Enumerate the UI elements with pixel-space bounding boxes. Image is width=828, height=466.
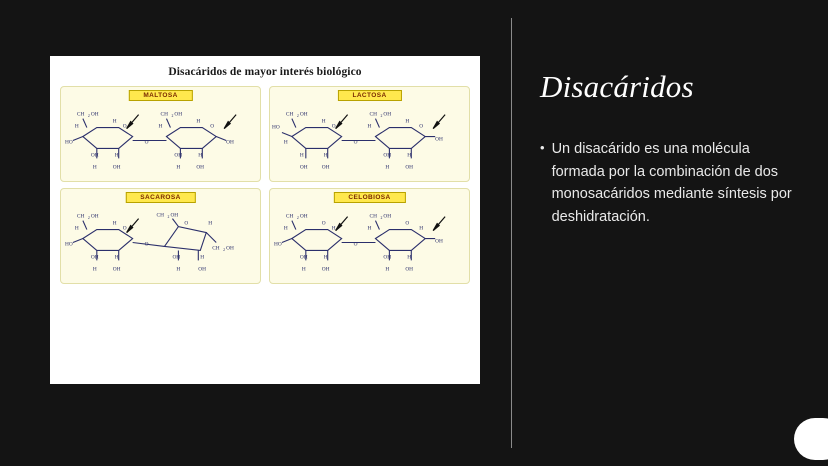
- svg-text:O: O: [210, 123, 215, 130]
- svg-text:H: H: [196, 118, 201, 125]
- svg-text:H: H: [385, 266, 390, 273]
- svg-text:H: H: [407, 254, 412, 261]
- svg-text:OH: OH: [405, 164, 414, 171]
- svg-text:H: H: [367, 225, 372, 232]
- svg-text:OH: OH: [170, 212, 179, 219]
- svg-text:H: H: [331, 225, 336, 232]
- svg-text:CH: CH: [160, 111, 168, 118]
- svg-text:H: H: [323, 152, 328, 159]
- svg-text:O: O: [353, 241, 358, 248]
- svg-text:H: H: [385, 164, 390, 171]
- svg-text:2: 2: [87, 114, 90, 119]
- svg-text:H: H: [74, 225, 79, 232]
- svg-text:OH: OH: [383, 111, 392, 118]
- svg-text:OH: OH: [435, 238, 443, 245]
- svg-text:OH: OH: [174, 152, 183, 159]
- svg-text:H: H: [419, 225, 424, 232]
- svg-text:O: O: [419, 123, 424, 130]
- svg-text:O: O: [184, 220, 189, 227]
- molecule-diagram-sacarosa: [61, 202, 260, 283]
- structure-panel-celobiosa: [269, 188, 470, 284]
- svg-text:H: H: [405, 118, 410, 125]
- sacarosa-svg: [61, 202, 260, 283]
- svg-text:OH: OH: [299, 164, 308, 171]
- svg-text:O: O: [144, 139, 149, 146]
- bullet-text: Un disacárido es una molécula formada por la combinación de dos monosacáridos mediante síntesis por deshidratación.: [551, 141, 792, 225]
- svg-text:H: H: [92, 164, 97, 171]
- svg-text:O: O: [144, 241, 149, 248]
- svg-text:OH: OH: [299, 111, 308, 118]
- svg-text:H: H: [114, 152, 119, 159]
- svg-text:CH: CH: [285, 213, 294, 220]
- svg-text:H: H: [92, 266, 97, 273]
- svg-text:H: H: [198, 152, 203, 159]
- svg-text:OH: OH: [226, 139, 234, 146]
- svg-text:2: 2: [380, 114, 383, 119]
- svg-text:H: H: [321, 118, 326, 125]
- molecule-diagram-lactosa: [270, 100, 469, 181]
- svg-text:HO: HO: [271, 124, 280, 131]
- svg-text:HO: HO: [64, 139, 73, 146]
- text-column: [540, 70, 802, 228]
- svg-text:OH: OH: [196, 164, 205, 171]
- svg-text:OH: OH: [435, 136, 443, 143]
- svg-text:OH: OH: [90, 254, 99, 261]
- svg-text:H: H: [283, 225, 288, 232]
- svg-text:OH: OH: [405, 266, 414, 273]
- svg-text:O: O: [331, 123, 336, 130]
- svg-text:OH: OH: [198, 266, 207, 273]
- svg-text:CH: CH: [369, 213, 377, 220]
- svg-text:CH: CH: [285, 111, 294, 118]
- svg-text:OH: OH: [112, 164, 121, 171]
- svg-text:OH: OH: [174, 111, 183, 118]
- list-item: [540, 138, 802, 228]
- svg-text:2: 2: [296, 216, 299, 221]
- corner-decoration-shape: [794, 418, 828, 460]
- svg-text:OH: OH: [172, 254, 181, 261]
- svg-text:OH: OH: [90, 213, 99, 220]
- svg-text:O: O: [353, 139, 358, 146]
- svg-text:OH: OH: [383, 213, 392, 220]
- page-title: Disacáridos: [540, 69, 694, 104]
- svg-text:H: H: [299, 152, 304, 159]
- svg-text:OH: OH: [321, 164, 330, 171]
- lactosa-svg: [270, 100, 469, 181]
- svg-text:O: O: [405, 220, 410, 227]
- panel-label-celobiosa: CELOBIOSA: [333, 192, 405, 203]
- panel-label-lactosa: LACTOSA: [337, 90, 401, 101]
- svg-text:H: H: [176, 164, 181, 171]
- svg-text:H: H: [74, 123, 79, 130]
- svg-text:OH: OH: [90, 111, 99, 118]
- svg-text:OH: OH: [299, 213, 308, 220]
- bullet-icon: •: [540, 140, 545, 156]
- svg-text:H: H: [112, 220, 117, 227]
- svg-text:OH: OH: [226, 245, 234, 252]
- svg-text:2: 2: [171, 114, 174, 119]
- panel-label-sacarosa: SACAROSA: [125, 192, 195, 203]
- panel-label-maltosa: MALTOSA: [128, 90, 192, 101]
- svg-text:CH: CH: [369, 111, 377, 118]
- svg-text:CH: CH: [212, 245, 220, 252]
- molecule-diagram-celobiosa: [270, 202, 469, 283]
- svg-text:H: H: [200, 254, 205, 261]
- figure-caption: Disacáridos de mayor interés biológico: [168, 66, 362, 78]
- svg-text:H: H: [367, 123, 372, 130]
- structure-panel-lactosa: [269, 86, 470, 182]
- svg-text:OH: OH: [90, 152, 99, 159]
- svg-text:CH: CH: [156, 212, 164, 219]
- svg-text:HO: HO: [64, 241, 73, 248]
- structure-panel-maltosa: [60, 86, 261, 182]
- svg-text:CH: CH: [76, 213, 85, 220]
- svg-text:OH: OH: [299, 254, 308, 261]
- svg-text:CH: CH: [76, 111, 85, 118]
- figure-image: [50, 56, 480, 384]
- svg-text:OH: OH: [321, 266, 330, 273]
- svg-text:H: H: [112, 118, 117, 125]
- celobiosa-svg: [270, 202, 469, 283]
- svg-text:H: H: [323, 254, 328, 261]
- svg-text:H: H: [283, 139, 288, 146]
- svg-text:O: O: [122, 123, 127, 130]
- svg-text:O: O: [122, 225, 127, 232]
- svg-text:2: 2: [296, 114, 299, 119]
- svg-text:2: 2: [87, 216, 90, 221]
- vertical-divider: [511, 18, 512, 448]
- molecule-diagram-maltosa: [61, 100, 260, 181]
- svg-text:H: H: [301, 266, 306, 273]
- svg-text:H: H: [114, 254, 119, 261]
- svg-text:H: H: [407, 152, 412, 159]
- svg-text:H: H: [176, 266, 181, 273]
- svg-text:OH: OH: [383, 152, 392, 159]
- svg-text:OH: OH: [383, 254, 392, 261]
- maltosa-svg: [61, 100, 260, 181]
- svg-text:H: H: [208, 220, 213, 227]
- svg-text:2: 2: [223, 247, 226, 252]
- svg-text:2: 2: [167, 215, 170, 220]
- svg-text:O: O: [321, 220, 326, 227]
- figure-grid: [58, 86, 472, 284]
- svg-text:OH: OH: [112, 266, 121, 273]
- structure-panel-sacarosa: [60, 188, 261, 284]
- svg-text:HO: HO: [273, 241, 282, 248]
- svg-text:H: H: [158, 123, 163, 130]
- svg-text:2: 2: [380, 216, 383, 221]
